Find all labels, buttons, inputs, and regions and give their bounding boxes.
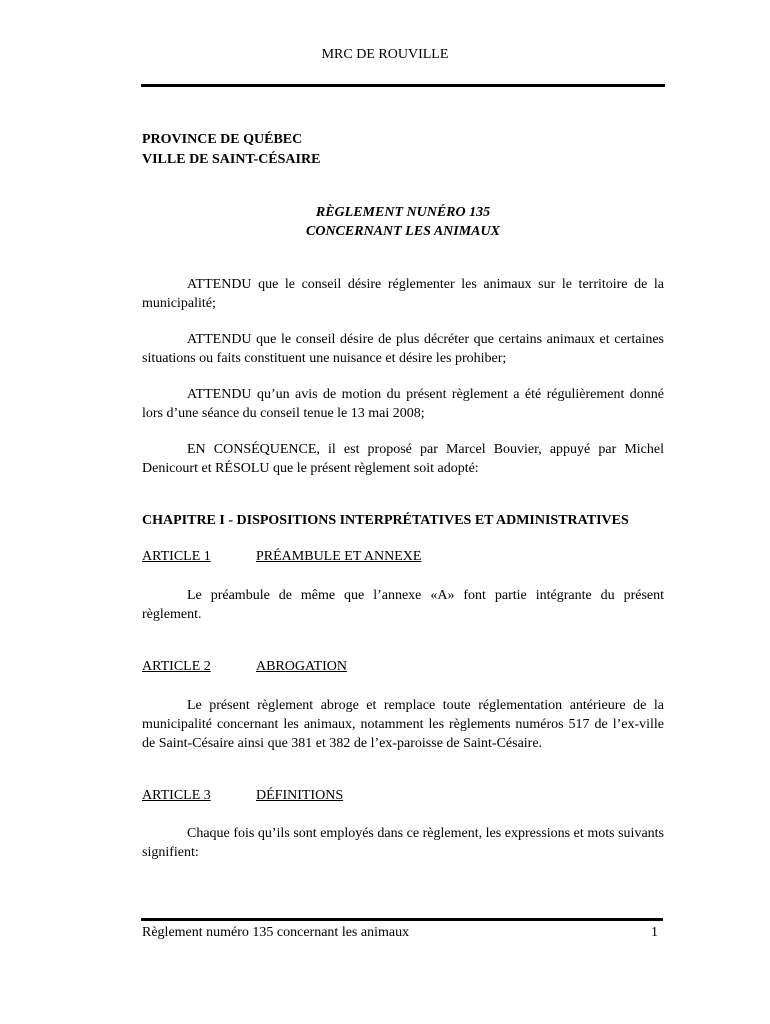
chapter-heading: CHAPITRE I - DISPOSITIONS INTERPRÉTATIVES ET ADMINISTRATIVES: [142, 513, 629, 528]
article-2-title: ABROGATION: [256, 659, 347, 674]
article-1-title: PRÉAMBULE ET ANNEXE: [256, 549, 422, 564]
article-1-number: ARTICLE 1: [142, 549, 211, 564]
article-2-text: Le présent règlement abroge et remplace toute réglementation antérieure de la municipalité concernant les animaux, notamment les règlements numéros 517 de l’ex-ville de Saint-Césaire ainsi que 381 et 382 de l’ex-paroisse de Saint-Césaire.: [142, 698, 664, 751]
province-block: [142, 130, 320, 170]
regulation-subject: CONCERNANT LES ANIMAUX: [306, 224, 500, 239]
article-3-number: ARTICLE 3: [142, 788, 211, 803]
article-2-number: ARTICLE 2: [142, 659, 211, 674]
article-3-text: Chaque fois qu’ils sont employés dans ce règlement, les expressions et mots suivants signifient:: [142, 826, 664, 860]
article-1-text: Le préambule de même que l’annexe «A» font partie intégrante du présent règlement.: [142, 588, 664, 622]
city-line: VILLE DE SAINT-CÉSAIRE: [142, 152, 321, 167]
header-title: MRC DE ROUVILLE: [321, 47, 449, 62]
regulation-title: [142, 203, 664, 241]
preamble-paragraph-3: ATTENDU qu’un avis de motion du présent règlement a été régulièrement donné lors d’une séance du conseil tenue le 13 mai 2008;: [142, 387, 664, 421]
page-number: 1: [651, 925, 658, 940]
regulation-number: RÈGLEMENT NUNÉRO 135: [315, 205, 491, 220]
preamble-paragraph-4: EN CONSÉQUENCE, il est proposé par Marcel Bouvier, appuyé par Michel Denicourt et RÉSOLU que le présent règlement soit adopté:: [142, 442, 664, 476]
preamble-paragraph-1: ATTENDU que le conseil désire réglementer les animaux sur le territoire de la municipalité;: [142, 277, 664, 311]
footer-rule: [141, 918, 663, 921]
province-line: PROVINCE DE QUÉBEC: [142, 132, 303, 147]
article-3-title: DÉFINITIONS: [256, 788, 344, 803]
footer-title: Règlement numéro 135 concernant les animaux: [142, 925, 410, 940]
preamble-paragraph-2: ATTENDU que le conseil désire de plus décréter que certains animaux et certaines situations ou faits constituent une nuisance et désire les prohiber;: [142, 332, 664, 366]
header-rule: [141, 84, 665, 87]
